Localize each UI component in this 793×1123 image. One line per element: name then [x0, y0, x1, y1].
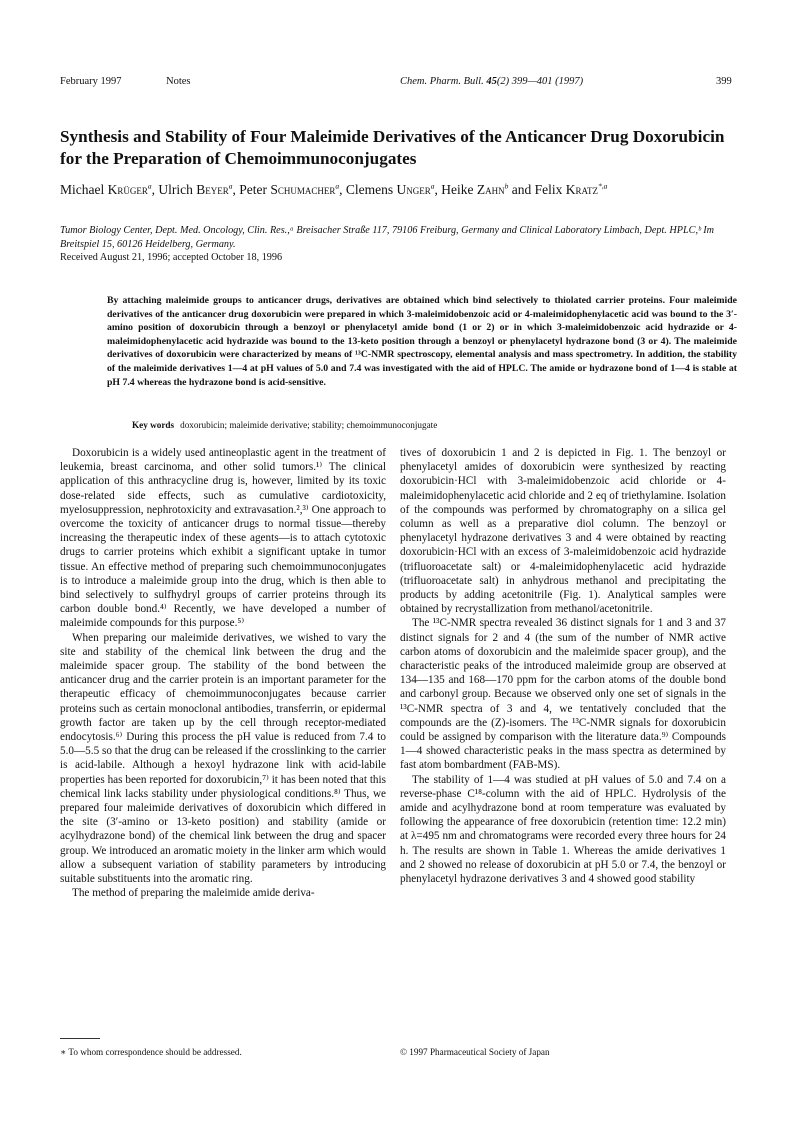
- author-family-name: Krüger: [107, 182, 148, 197]
- author-separator: ,: [339, 182, 346, 197]
- author-affiliation-mark: a: [228, 181, 233, 191]
- author-affiliation-mark: a: [430, 181, 435, 191]
- author: [346, 182, 435, 197]
- footnote: ∗ To whom correspondence should be addressed.: [60, 1047, 242, 1057]
- author-given-name: Ulrich: [158, 182, 197, 197]
- page-number: 399: [716, 76, 732, 87]
- journal-volume: 45: [486, 76, 497, 87]
- author: [239, 182, 339, 197]
- journal-name: Chem. Pharm. Bull.: [400, 76, 484, 87]
- author-given-name: Felix: [534, 182, 566, 197]
- footnote-divider: [60, 1038, 100, 1039]
- author-affiliation-mark: a: [147, 181, 152, 191]
- keywords: [132, 420, 437, 430]
- paragraph: The ¹³C-NMR spectra revealed 36 distinct signals for 1 and 3 and 37 distinct signals for 2 and 4 (the sum of the number of NMR active carbon atoms of doxorubicin and the maleimide spacer group), and the characteristic peaks of the introduced maleimide group are observed at 134—135 and 168—170 ppm for the carbon atoms of the double bond and carbonyl group. Because we observed only one set of signals in the ¹³C-NMR spectra of 3 and 4, we tentatively concluded that the compounds are the (Z)-isomers. The ¹³C-NMR signals for doxorubicin could be assigned by comparison with the literature data.⁹⁾ Compounds 1—4 showed characteristic peaks in the mass spectra as determined by fast atom bombardment (FAB-MS).: [400, 617, 726, 772]
- author-affiliation-mark: a: [335, 181, 340, 191]
- paragraph: The method of preparing the maleimide amide deriva-: [72, 887, 315, 900]
- author: [158, 182, 232, 197]
- paragraph: When preparing our maleimide derivatives, we wished to vary the site and stability of the chemical link between the drug and the maleimide spacer group. The stability of the bond between the anticancer drug and the carrier protein is an important parameter for the therapeutic efficacy of chemoimmunoconjugates because carrier proteins such as certain monoclonal antibodies, transferrin, or epidermal growth factor are taken up by the cell through receptor-mediated endocytosis.⁶⁾ During this process the pH value is reduced from 7.4 to 5.0—5.5 so that the drug can be released if the crosslinking to the carrier is acid-labile. Although a hexoyl hydrazone link with acid-labile properties has been reported for doxorubicin,⁷⁾ it has been noted that this chemical link lacks stability under physiological conditions.⁸⁾ Thus, we prepared four maleimide derivatives of doxorubicin which differed in the site (3′-amino or 13-keto position) and stability (amide or acylhydrazone bond) of the chemical link between the drug and spacer group. We introduced an aromatic moiety in the linker arm which would allow a subsequent variation of stability parameters by introducing suitable substituents into the aromatic ring.: [60, 631, 386, 886]
- author-given-name: Peter: [239, 182, 271, 197]
- author-separator: ,: [151, 182, 159, 197]
- author-affiliation-mark: *,a: [598, 181, 608, 191]
- author-list: [60, 181, 740, 199]
- paragraph: Doxorubicin is a widely used antineoplastic agent in the treatment of leukemia, breast carcinoma, and other solid tumors.¹⁾ The clinical application of this anthracycline drug is, however, limited by its toxic dose-related side effects, such as cumulative cardiotoxicity, myelosuppression, nephrotoxicity and extravasation.²,³⁾ One approach to overcome the toxicity of anticancer drugs to normal tissue—thereby increasing the therapeutic index of these agents—is to attach cytotoxic drugs to carrier proteins which exhibit a significant uptake in tumor tissue. An effective method of preparing such chemoimmunoconjugates is to introduce a maleimide group into the drug, which is then able to bind selectively to sulfhydryl groups of carrier proteins through its carbon double bond.⁴⁾ Recently, we have developed a number of maleimide compounds for this purpose.⁵⁾: [60, 447, 386, 630]
- affiliations: Tumor Biology Center, Dept. Med. Oncology, Clin. Res.,ᵃ Breisacher Straße 117, 79106 Freiburg, Germany and Clinical Laboratory Limbach, Dept. HPLC,ᵇ Im Breitspiel 15, 60126 Heidelberg, Germany.: [60, 225, 715, 250]
- keywords-list: doxorubicin; maleimide derivative; stability; chemoimmunoconjugate: [180, 420, 438, 430]
- header-journal: [400, 76, 583, 87]
- header-section: Notes: [166, 76, 191, 87]
- body-column-left: [60, 446, 386, 901]
- author-affiliation-mark: b: [504, 181, 509, 191]
- author-family-name: Zahn: [476, 182, 505, 197]
- author-family-name: Beyer: [196, 182, 229, 197]
- paragraph: The stability of 1—4 was studied at pH values of 5.0 and 7.4 on a reverse-phase C¹⁸-column with the aid of HPLC. Hydrolysis of the amide and acylhydrazone bond at room temperature was evaluated by following the appearance of free doxorubicin (retention time: 12.2 min) at λ=495 nm and chromatograms were recorded every three hours for 24 h. The results are shown in Table 1. Whereas the amide derivatives 1 and 2 showed no release of doxorubicin at pH 5.0 or 7.4, the benzoyl or phenylacetyl hydrazone derivatives 3 and 4 showed good stability: [400, 773, 726, 886]
- paragraph: tives of doxorubicin 1 and 2 is depicted in Fig. 1. The benzoyl or phenylacetyl amides of doxorubicin were synthesized by reacting doxorubicin·HCl with 3-maleimidobenzoic acid chloride or 4-maleimidophenylacetic acid chloride and 2 eq of triethylamine. Isolation of the compounds was performed by chromatography on a silica gel column as well as a preparative diol column. The benzoyl or phenylacetyl hydrazone derivatives 3 and 4 were obtained by reacting doxorubicin·HCl with an excess of 3-maleimidobenzoic acid hydrazide (trifluoroacetate salt) or 4-maleimidophenylacetic acid hydrazide (trifluoroacetate salt) in anhydrous methanol and precipitating the products by adding acetonitrile (Fig. 1). Analytical samples were obtained by recrystallization from methanol/acetonitrile.: [400, 447, 726, 616]
- copyright: © 1997 Pharmaceutical Society of Japan: [400, 1047, 550, 1057]
- author-family-name: Kratz: [565, 182, 599, 197]
- author-separator: ,: [232, 182, 240, 197]
- author-separator: and: [508, 182, 535, 197]
- author-given-name: Michael: [60, 182, 108, 197]
- paper-title: Synthesis and Stability of Four Maleimide Derivatives of the Anticancer Drug Doxorubicin for the Preparation of Chemoimmunoconjugates: [60, 127, 725, 168]
- keywords-label: Key words: [132, 420, 175, 430]
- abstract: By attaching maleimide groups to anticancer drugs, derivatives are obtained which bind selectively to thiolated carrier proteins. Four maleimide derivatives of the anticancer drug doxorubicin were prepared in which 3-maleimidobenzoic acid or 4-maleimidophenylacetic acid was bound to the 3′-amino position of doxorubicin through a benzoyl or phenylacetyl amide bond (1 or 2) or in which 3-maleimidobenzoic acid hydrazide or 4-maleimidophenylacetic acid hydrazide was bound to the 13-keto position through a benzoyl or phenylacetyl hydrazone bond (3 or 4). The maleimide derivatives of doxorubicin were characterized by means of ¹³C-NMR spectroscopy, elemental analysis and mass spectrometry. In addition, the stability of the maleimide derivatives 1—4 at pH values of 5.0 and 7.4 was investigated with the aid of HPLC. The amide or hydrazone bond of 1—4 is stable at pH 7.4 whereas the hydrazone bond is acid-sensitive.: [107, 295, 737, 388]
- author-given-name: Clemens: [345, 182, 397, 197]
- body-column-right: [400, 446, 726, 886]
- author-given-name: Heike: [441, 182, 477, 197]
- author: [60, 182, 152, 197]
- author-family-name: Unger: [396, 182, 431, 197]
- received-dates: Received August 21, 1996; accepted October 18, 1996: [60, 252, 283, 263]
- header-date: February 1997: [60, 76, 122, 87]
- journal-issue-pages: (2) 399—401 (1997): [496, 76, 584, 87]
- author: [535, 182, 608, 197]
- author-family-name: Schumacher: [270, 182, 336, 197]
- author-separator: ,: [434, 182, 442, 197]
- author: [441, 182, 508, 197]
